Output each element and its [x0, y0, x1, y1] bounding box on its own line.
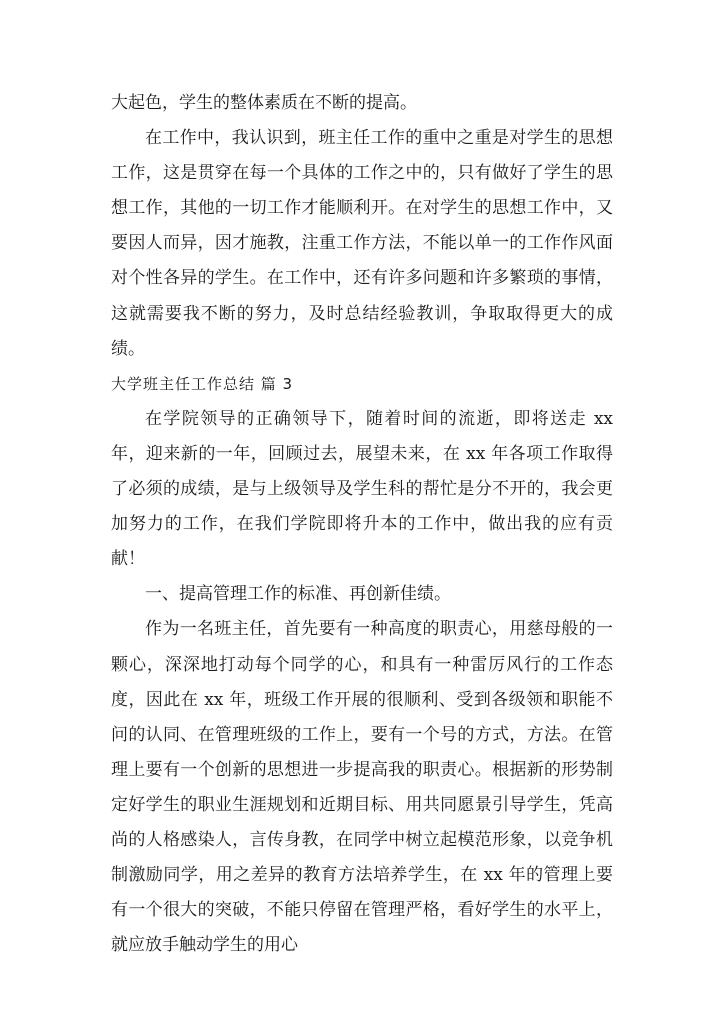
paragraph-3: 在学院领导的正确领导下，随着时间的流逝，即将送走 xx 年，迎来新的一年，回顾过去，展望未来，在 xx 年各项工作取得了必须的成绩，是与上级领导及学生科的帮忙是分不开的，我会更加努力的工作，在我们学院即将升本的工作中，做出我的应有贡献！	[111, 408, 613, 570]
paragraph-1: 大起色，学生的整体素质在不断的提高。	[111, 93, 417, 113]
document-body	[111, 86, 613, 963]
paragraph-4: 一、提高管理工作的标准、再创新佳绩。	[145, 584, 451, 605]
section-heading: 大学班主任工作总结 篇 3	[111, 374, 294, 393]
paragraph-2: 在工作中，我认识到，班主任工作的重中之重是对学生的思想工作，这是贯穿在每一个具体的工作之中的，只有做好了学生的思想工作，其他的一切工作才能顺利开。在对学生的思想工作中，又要因人而异，因才施教，注重工作方法，不能以单一的工作作风面对个性各异的学生。在工作中，还有许多问题和许多繁琐的事情，这就需要我不断的努力，及时总结经验教训，争取取得更大的成绩。	[111, 128, 613, 359]
paragraph-5: 作为一名班主任，首先要有一种高度的职责心，用慈母般的一颗心，深深地打动每个同学的心，和具有一种雷厉风行的工作态度，因此在 xx 年，班级工作开展的很顺利、受到各级领和职能不问的认同、在管理班级的工作上，要有一个号的方式，方法。在管理上要有一个创新的思想进一步提高我的职责心。根据新的形势制定好学生的职业生涯规划和近期目标、用共同愿景引导学生，凭高尚的人格感染人，言传身教，在同学中树立起模范形象，以竞争机制激励同学，用之差异的教育方法培养学生，在 xx 年的管理上要有一个很大的突破，不能只停留在管理严格，看好学生的水平上，就应放手触动学生的用心	[111, 619, 613, 956]
